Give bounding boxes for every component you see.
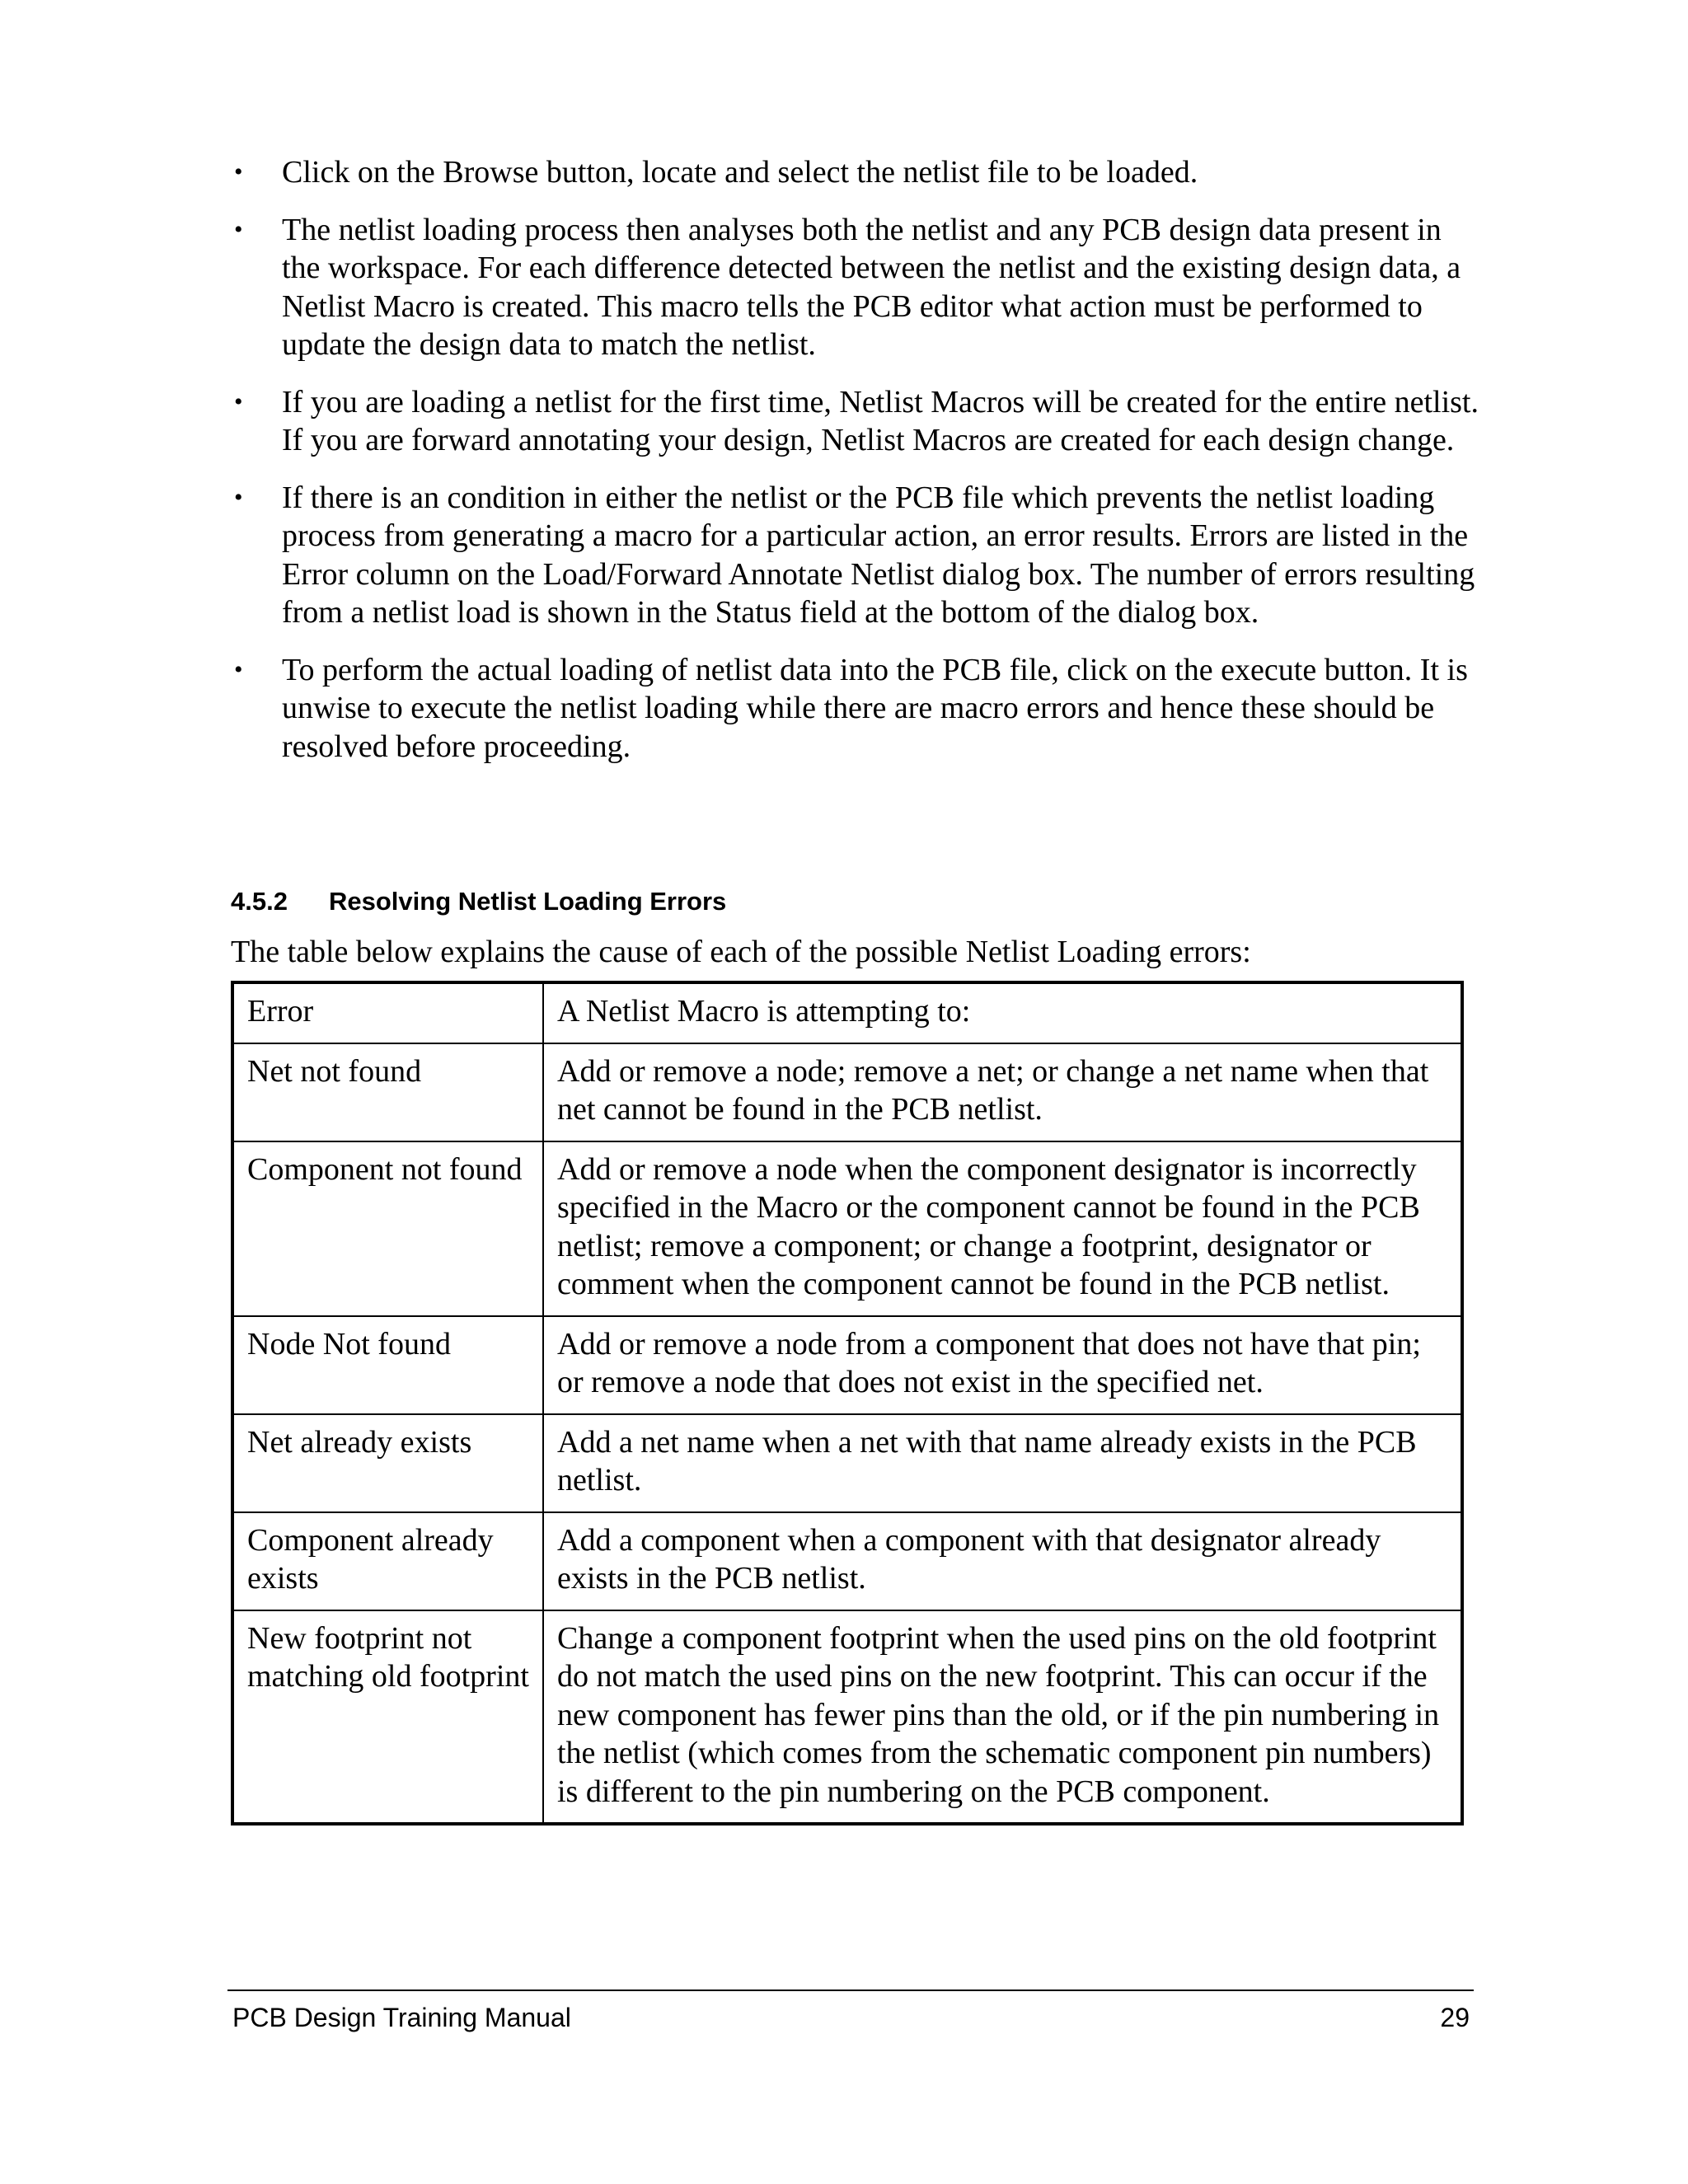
list-item xyxy=(231,153,1484,192)
list-item xyxy=(231,479,1484,632)
table-row xyxy=(232,1141,1462,1316)
section-heading xyxy=(231,885,726,918)
footer-divider xyxy=(227,1990,1474,1991)
table-row xyxy=(232,1414,1462,1512)
error-cell: New footprint not matching old footprint xyxy=(232,1610,543,1825)
bullet-icon: • xyxy=(234,158,243,185)
table-row xyxy=(232,1512,1462,1610)
bullet-icon: • xyxy=(234,483,243,511)
bullet-icon: • xyxy=(234,387,243,415)
page-number: 29 xyxy=(1440,2003,1470,2032)
description-cell: Add or remove a node; remove a net; or change a net name when that net cannot be found in the PCB netlist. xyxy=(543,1043,1462,1141)
table-row xyxy=(232,1610,1462,1825)
footer-title: PCB Design Training Manual xyxy=(232,2003,571,2032)
list-item xyxy=(231,211,1484,364)
description-cell: Add or remove a node when the component designator is incorrectly specified in the Macro or the component cannot be found in the PCB netlist; remove a component; or change a footprint, designator or comment when the component cannot be found in the PCB netlist. xyxy=(543,1141,1462,1316)
bullet-text: If you are loading a netlist for the first time, Netlist Macros will be created for the entire netlist. If you are forward annotating your design, Netlist Macros are created for each design change. xyxy=(282,384,1479,457)
error-table xyxy=(231,981,1464,1825)
bullet-text: The netlist loading process then analyses both the netlist and any PCB design data present in the workspace. For each difference detected between the netlist and the existing design data, a Netlist Macro is created. This macro tells the PCB editor what action must be performed to update the design data to match the netlist. xyxy=(282,212,1461,362)
section-number: 4.5.2 xyxy=(231,887,288,916)
description-cell: Add or remove a node from a component that does not have that pin; or remove a node that does not exist in the specified net. xyxy=(543,1316,1462,1414)
list-item xyxy=(231,651,1484,766)
description-cell: Add a net name when a net with that name already exists in the PCB netlist. xyxy=(543,1414,1462,1512)
section-title: Resolving Netlist Loading Errors xyxy=(329,887,727,916)
table-row xyxy=(232,1316,1462,1414)
description-cell: Add a component when a component with that designator already exists in the PCB netlist. xyxy=(543,1512,1462,1610)
table-intro: The table below explains the cause of each of the possible Netlist Loading errors: xyxy=(231,935,1251,969)
bullet-icon: • xyxy=(234,655,243,683)
error-cell: Net already exists xyxy=(232,1414,543,1512)
header-cell-description: A Netlist Macro is attempting to: xyxy=(543,982,1462,1043)
error-cell: Component not found xyxy=(232,1141,543,1316)
bullet-text: If there is an condition in either the netlist or the PCB file which prevents the netlist loading process from generating a macro for a particular action, an error results. Errors are listed in the Error column on the Load/Forward Annotate Netlist dialog box. The number of errors resulting from a netlist load is shown in the Status field at the bottom of the dialog box. xyxy=(282,480,1475,630)
error-cell: Component already exists xyxy=(232,1512,543,1610)
bullet-text: To perform the actual loading of netlist data into the PCB file, click on the execute button. It is unwise to execute the netlist loading while there are macro errors and hence these should be resolved before proceeding. xyxy=(282,652,1468,764)
list-item xyxy=(231,383,1484,460)
error-cell: Node Not found xyxy=(232,1316,543,1414)
description-cell: Change a component footprint when the used pins on the old footprint do not match the used pins on the new footprint. This can occur if the new component has fewer pins than the old, or if the pin numbering in the netlist (which comes from the schematic component pin numbers) is different to the pin numbering on the PCB component. xyxy=(543,1610,1462,1825)
bullet-text: Click on the Browse button, locate and select the netlist file to be loaded. xyxy=(282,155,1198,190)
table-header-row xyxy=(232,982,1462,1043)
table-row xyxy=(232,1043,1462,1141)
header-cell-error: Error xyxy=(232,982,543,1043)
error-cell: Net not found xyxy=(232,1043,543,1141)
bullet-icon: • xyxy=(234,215,243,243)
bullet-list xyxy=(231,153,1484,785)
